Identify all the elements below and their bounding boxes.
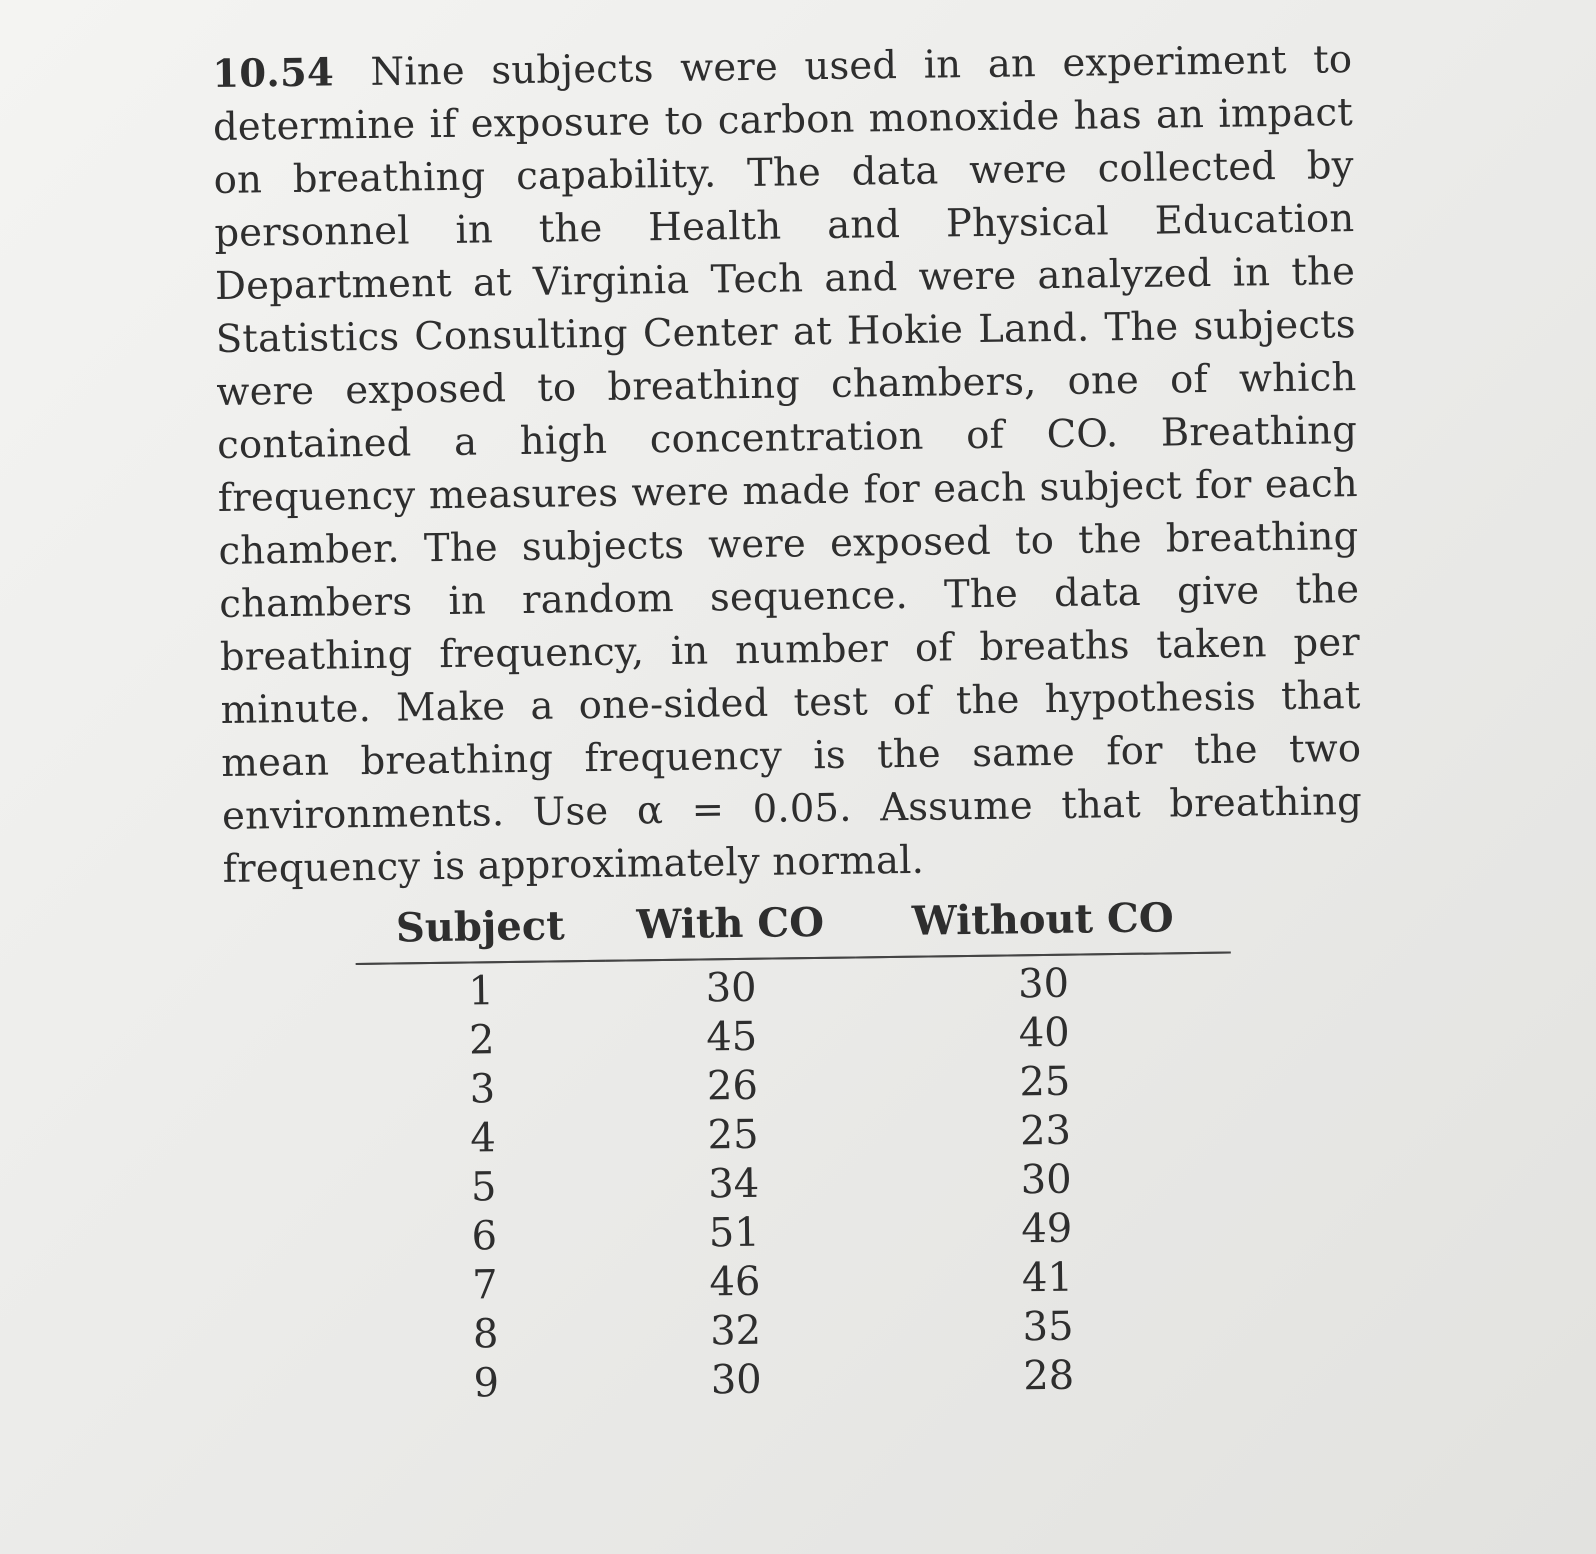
subject-cell: 7 xyxy=(471,1262,499,1309)
subject-cell: 6 xyxy=(471,1213,498,1260)
without-co-cell: 23 xyxy=(1019,1107,1072,1155)
with-co-cell: 46 xyxy=(709,1258,761,1306)
without-co-cell: 35 xyxy=(1022,1303,1074,1351)
with-co-cell: 30 xyxy=(710,1356,763,1404)
with-co-cell: 51 xyxy=(708,1209,761,1257)
without-co-cell: 25 xyxy=(1019,1058,1071,1106)
with-co-cell: 34 xyxy=(707,1160,760,1208)
without-co-cell: 49 xyxy=(1021,1205,1073,1253)
without-co-cell: 40 xyxy=(1018,1009,1070,1057)
with-co-cell: 32 xyxy=(709,1307,762,1355)
subject-cell: 3 xyxy=(469,1066,496,1113)
subject-cell: 1 xyxy=(468,968,495,1015)
header-without-co: Without CO xyxy=(855,894,1231,958)
without-co-cell: 30 xyxy=(1017,960,1070,1008)
subject-cell: 9 xyxy=(473,1360,500,1407)
with-co-cell: 45 xyxy=(706,1013,758,1061)
without-co-cell: 41 xyxy=(1021,1254,1074,1302)
problem-paragraph xyxy=(212,33,1363,896)
with-co-cell: 26 xyxy=(706,1062,759,1110)
subject-cell: 2 xyxy=(468,1017,495,1064)
problem-number: 10.54 xyxy=(212,50,335,97)
without-co-cell: 28 xyxy=(1022,1352,1075,1400)
without-co-cell: 30 xyxy=(1020,1156,1072,1204)
table-row xyxy=(361,1350,1237,1410)
breathing-frequency-table xyxy=(355,894,1237,1410)
header-with-co: With CO xyxy=(605,898,856,960)
subject-cell: 5 xyxy=(470,1164,497,1211)
problem-text: Nine subjects were used in an experiment to determine if exposure to carbon monoxide has an impact on breathing capability. The data were collected by personnel in the Health and Physical Education Department at Virginia Tech and were analyzed in the Statistics Consulting Center at Hokie Land. The subjects were exposed to breathing chambers, one of which contained a high concentration of CO. Breathing frequency measures were made for each subject for each chamber. The subjects were exposed to the breathing chambers in random sequence. The data give the breathing frequency, in number of breaths taken per minute. Make a one-sided test of the hypothesis that mean breathing frequency is the same for the two environments. Use α = 0.05. Assume that breathing frequency is approximately normal. xyxy=(212,37,1363,892)
header-subject: Subject xyxy=(355,902,606,964)
subject-cell: 8 xyxy=(472,1311,499,1358)
subject-cell: 4 xyxy=(470,1115,497,1162)
with-co-cell: 30 xyxy=(705,964,757,1012)
with-co-cell: 25 xyxy=(707,1111,759,1159)
